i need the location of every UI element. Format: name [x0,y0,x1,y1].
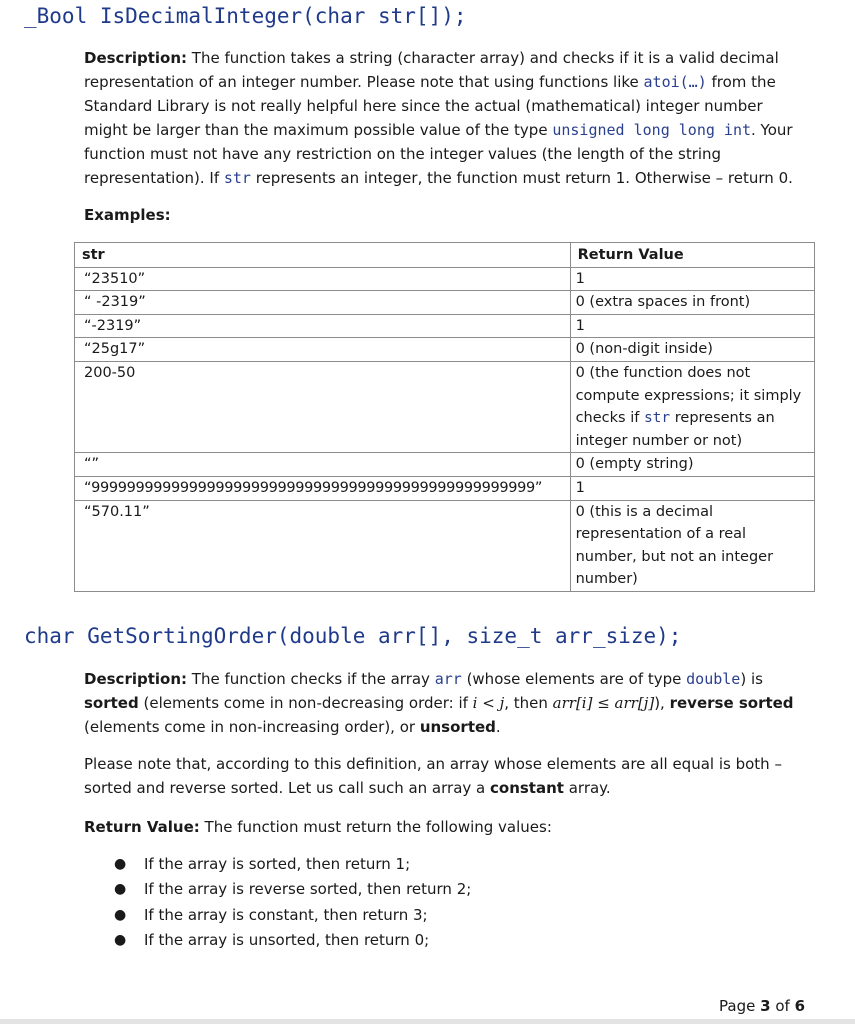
table-cell-str: “” [75,453,571,477]
description-is-decimal-integer [84,46,804,190]
description-text: . [495,718,501,736]
term-constant: constant [490,779,564,797]
footer-divider [0,1019,855,1024]
code-unsigned-long-long-int: unsigned long long int [552,121,752,139]
description-text: The function takes a string (character array) and checks if it is a valid decimal representation of an integer number. Please note that using functions like [84,49,779,91]
page-total: 6 [794,997,805,1015]
page-current: 3 [760,997,771,1015]
description-label: Description: [84,670,188,688]
table-row [75,500,815,591]
list-item [84,903,471,928]
page-number [719,997,805,1015]
table-cell-return: 1 [570,476,814,500]
list-item [84,877,471,902]
code-double: double [686,670,741,688]
bullet-icon: ● [114,881,127,898]
table-cell-return: 0 (empty string) [570,453,814,477]
note-text: Please note that, according to this definition, an array whose elements are all equal is both – sorted and reverse sorted. Let us call such an array a [84,755,782,797]
table-cell-return: 0 (this is a decimal representation of a real number, but not an integer number) [570,500,814,591]
description-label: Description: [84,49,188,67]
table-cell-str: “-2319” [75,314,571,338]
code-str: str [223,169,251,187]
table-row [75,453,815,477]
return-values-list [84,852,471,953]
list-item-text: If the array is constant, then return 3; [144,905,428,924]
examples-table [74,242,815,592]
table-cell-str: 200-50 [75,361,571,452]
table-cell-str: “ -2319” [75,291,571,315]
table-cell-return: 1 [570,314,814,338]
description-text: represents an integer, the function must return 1. Otherwise – return 0. [250,169,793,187]
table-cell-return: 1 [570,267,814,291]
description-text: (whose elements are of type [461,670,687,688]
function-signature-is-decimal-integer: _Bool IsDecimalInteger(char str[]); [24,4,467,28]
bullet-icon: ● [114,931,127,948]
description-text: ) is [740,670,763,688]
term-unsorted: unsorted [419,718,496,736]
description-get-sorting-order [84,667,804,739]
return-text: 0 (the function does not compute expressions; it simply checks if [575,364,802,427]
list-item-text: If the array is reverse sorted, then return 2; [144,880,472,899]
table-cell-return: 0 (extra spaces in front) [570,291,814,315]
table-row [75,476,815,500]
list-item-text: If the array is sorted, then return 1; [144,855,411,873]
math-arr-leq: arr[i] ≤ arr[j] [552,694,655,712]
list-item [84,852,471,877]
column-header-str: str [75,243,571,268]
return-value-paragraph [84,815,804,839]
description-text: . Your function must not have any restriction on the integer values (the length of the string representation). If [84,121,793,187]
return-value-label: Return Value: [84,818,200,836]
table-row [75,314,815,338]
bullet-icon: ● [114,906,127,923]
table-header-row [75,243,815,268]
table-row [75,338,815,362]
description-text: ), [654,694,670,712]
table-cell-str: “25g17” [75,338,571,362]
function-signature-get-sorting-order: char GetSortingOrder(double arr[], size_t arr_size); [24,624,682,648]
description-text: The function checks if the array [187,670,435,688]
note-text: array. [563,779,611,797]
math-i-less-j: i < j [472,694,505,712]
table-cell-return [570,361,814,452]
table-row [75,291,815,315]
examples-label: Examples: [84,206,171,224]
table-row [75,361,815,452]
table-cell-return: 0 (non-digit inside) [570,338,814,362]
page-prefix: Page [719,997,761,1015]
table-row [75,267,815,291]
term-reverse-sorted: reverse sorted [669,694,794,712]
list-item [84,928,471,953]
table-cell-str: “570.11” [75,500,571,591]
code-str: str [643,410,671,427]
code-atoi: atoi(…) [643,73,707,91]
term-sorted: sorted [84,694,139,712]
description-text: from the Standard Library is not really helpful here since the actual (mathematical) integer number might be larger than the maximum possible value of the type [84,73,776,139]
page-of: of [770,997,795,1015]
table-cell-str: “99999999999999999999999999999999999999999999999999” [75,476,571,500]
return-text: represents an integer number or not) [575,410,775,449]
description-text: (elements come in non-increasing order), or [84,718,420,736]
table-cell-str: “23510” [75,267,571,291]
return-value-text: The function must return the following values: [199,818,552,836]
code-arr: arr [434,670,462,688]
list-item-text: If the array is unsorted, then return 0; [144,930,430,949]
description-text: , then [504,694,553,712]
column-header-return-value: Return Value [570,243,814,268]
bullet-icon: ● [114,856,127,872]
description-text: (elements come in non-decreasing order: if [138,694,473,712]
note-paragraph [84,752,804,800]
